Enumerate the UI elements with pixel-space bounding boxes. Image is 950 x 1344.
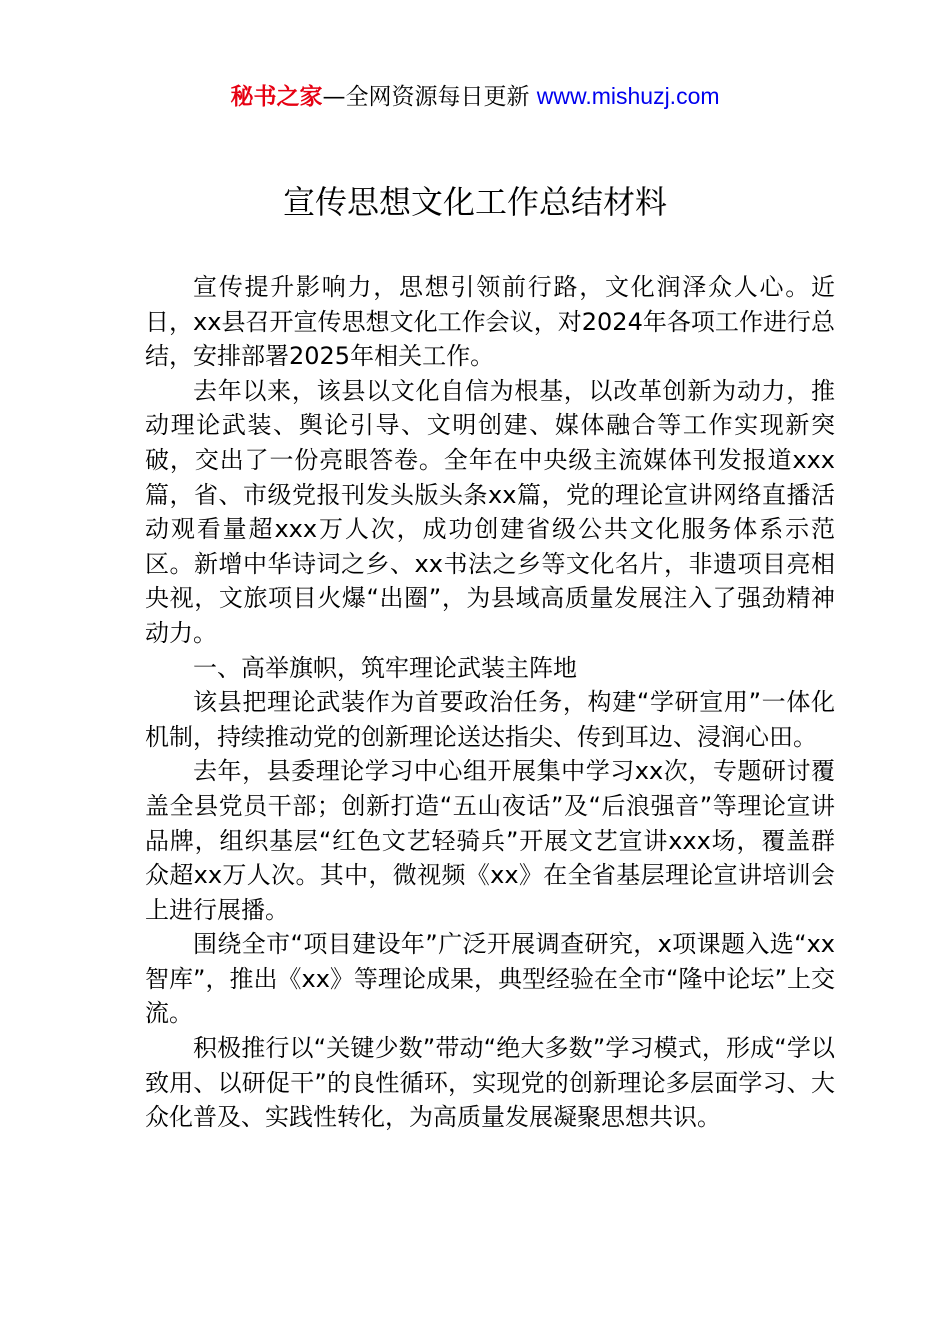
paragraph-intro: 宣传提升影响力，思想引领前行路，文化润泽众人心。近日，xx县召开宣传思想文化工作会议，对2024年各项工作进行总结，安排部署2025年相关工作。 [145,273,835,371]
paragraph-overview: 去年以来，该县以文化自信为根基，以改革创新为动力，推动理论武装、舆论引导、文明创建、媒体融合等工作实现新突破，交出了一份亮眼答卷。全年在中央级主流媒体刊发报道xxx篇，省、市级党报刊发头版头条xx篇，党的理论宣讲网络直播活动观看量超xxx万人次，成功创建省级公共文化服务体系示范区。新增中华诗词之乡、xx书法之乡等文化名片，非遗项目亮相央视，文旅项目火爆“出圈”，为县域高质量发展注入了强劲精神动力。 [145,376,835,647]
paragraph-learning-model: 积极推行以“关键少数”带动“绝大多数”学习模式，形成“学以致用、以研促干”的良性循环，实现党的创新理论多层面学习、大众化普及、实践性转化，为高质量发展凝聚思想共识。 [145,1034,835,1132]
paragraph-mechanism: 该县把理论武装作为首要政治任务，构建“学研宣用”一体化机制，持续推动党的创新理论送达指尖、传到耳边、浸润心田。 [145,688,835,751]
document-title: 宣传思想文化工作总结材料 [282,183,667,221]
brand-name: 秘书之家 [230,84,323,110]
section-heading: 一、高举旗帜，筑牢理论武装主阵地 [193,653,577,682]
site-url-link[interactable]: www.mishuzj.com [536,83,720,109]
paragraph-study: 去年，县委理论学习中心组开展集中学习xx次，专题研讨覆盖全县党员干部；创新打造“五山夜话”及“后浪强音”等理论宣讲品牌，组织基层“红色文艺轻骑兵”开展文艺宣讲xxx场，覆盖群众超xx万人次。其中，微视频《xx》在全省基层理论宣讲培训会上进行展播。 [145,757,835,924]
site-header [0,80,950,113]
paragraph-research: 围绕全市“项目建设年”广泛开展调查研究，x项课题入选“xx智库”，推出《xx》等理论成果，典型经验在全市“隆中论坛”上交流。 [145,930,835,1028]
header-tagline: —全网资源每日更新 [322,84,530,110]
document-body [145,270,835,1135]
